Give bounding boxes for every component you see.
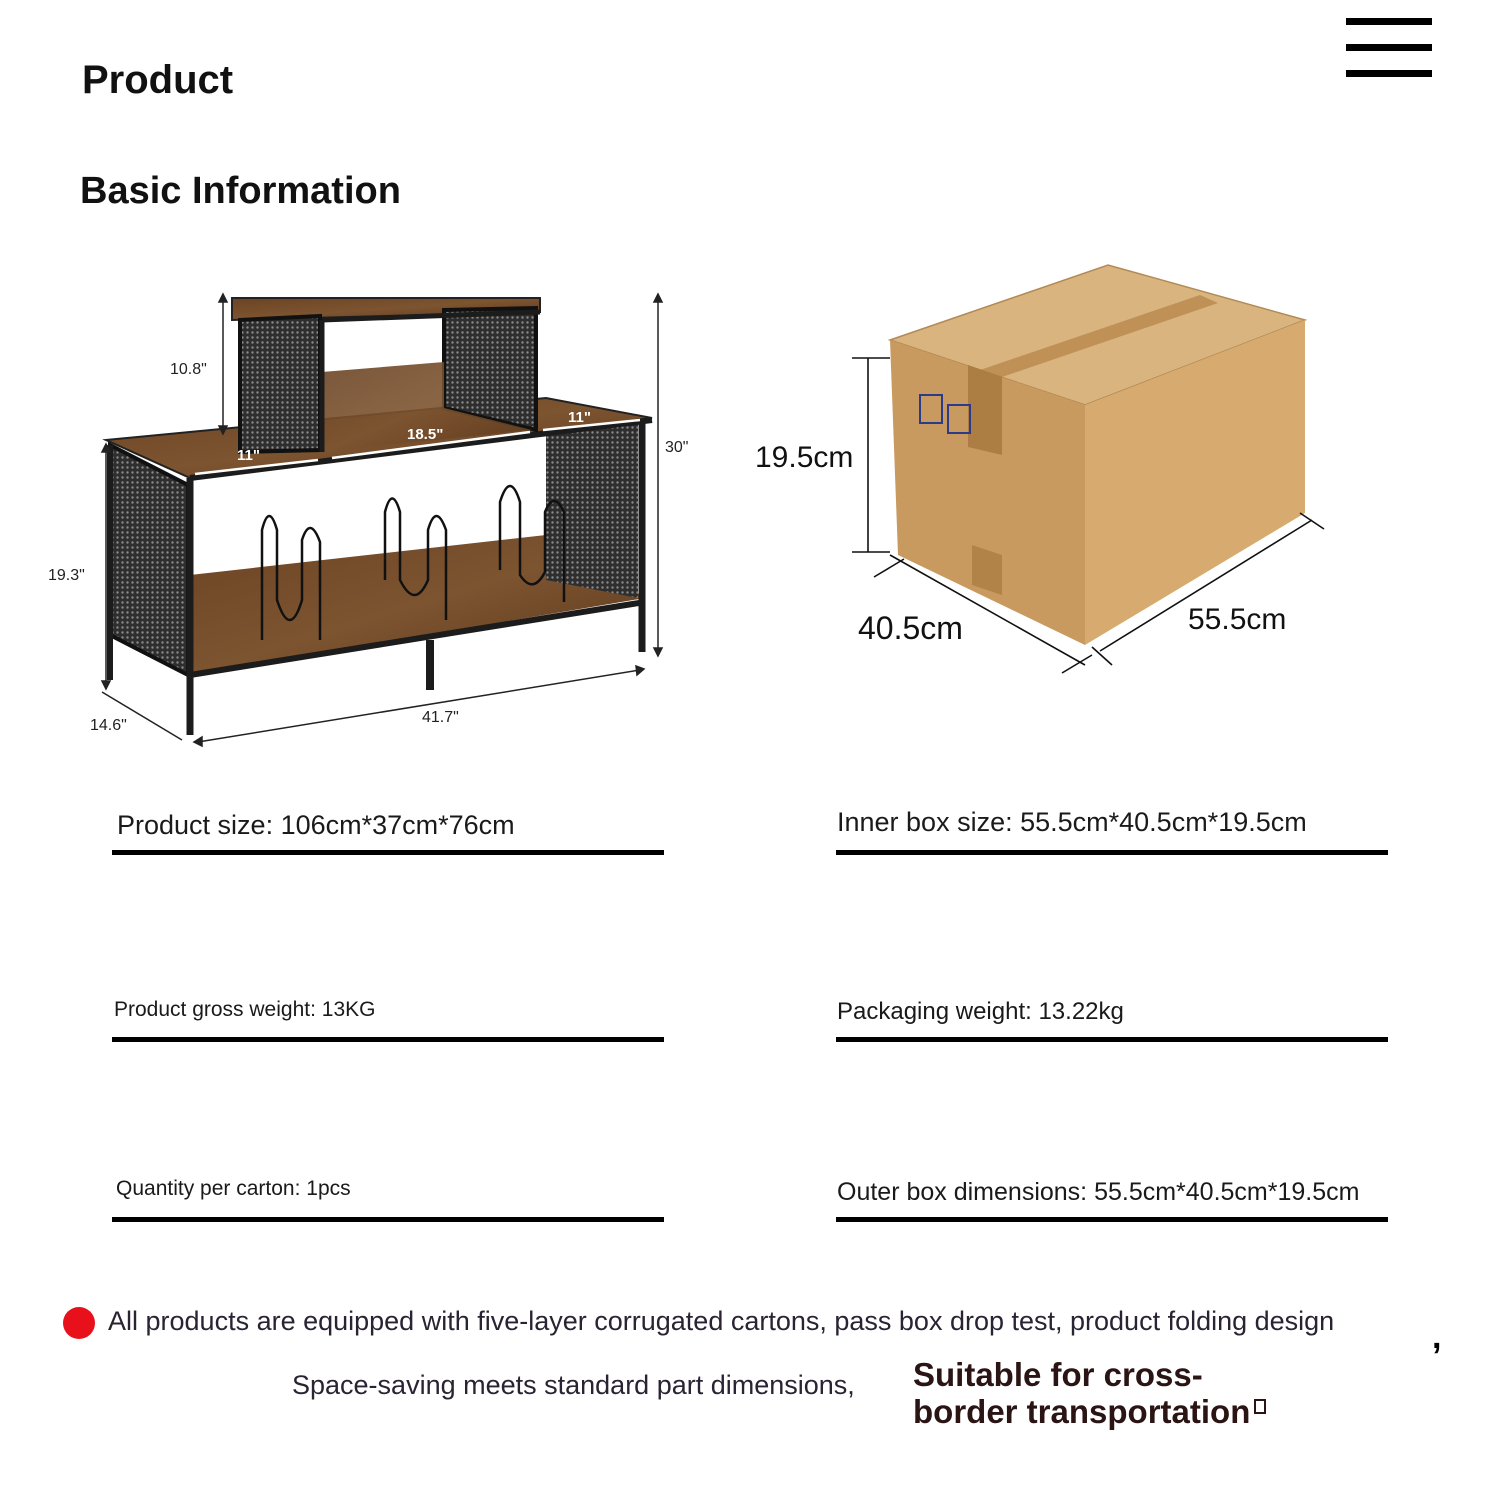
- small-square-icon: [1254, 1399, 1266, 1414]
- dim-total-height: 30": [665, 439, 689, 456]
- highlight-line-2-text: border transportation: [913, 1393, 1251, 1430]
- divider: [112, 850, 664, 855]
- section-title: Basic Information: [80, 170, 401, 212]
- highlight-line-2: [913, 1393, 1266, 1430]
- packaging-weight-text: Packaging weight: 13.22kg: [837, 998, 1124, 1025]
- box-width-label: 40.5cm: [858, 610, 963, 646]
- divider: [112, 1037, 664, 1042]
- dim-middle-width: 18.5": [407, 426, 444, 443]
- divider: [836, 1037, 1388, 1042]
- gross-weight-text: Product gross weight: 13KG: [114, 998, 376, 1021]
- product-size-row: [112, 780, 664, 855]
- divider: [836, 850, 1388, 855]
- highlight-line-1: Suitable for cross-: [913, 1356, 1203, 1393]
- inner-box-size-row: [836, 780, 1388, 855]
- dim-length: 41.7": [422, 709, 459, 726]
- outer-box-row: [836, 1150, 1388, 1222]
- note-line-1-end: ,: [1432, 1318, 1442, 1356]
- hamburger-menu-icon[interactable]: [1346, 18, 1432, 78]
- outer-box-text: Outer box dimensions: 55.5cm*40.5cm*19.5cm: [837, 1178, 1360, 1206]
- quantity-text: Quantity per carton: 1pcs: [116, 1177, 351, 1200]
- note-line-1: All products are equipped with five-layer corrugated cartons, pass box drop test, product folding design: [108, 1306, 1335, 1336]
- dim-left-width: 11": [237, 447, 260, 464]
- note-line-2: Space-saving meets standard part dimensions,: [292, 1370, 855, 1400]
- divider: [112, 1217, 664, 1222]
- carton-box-illustration: [740, 255, 1360, 685]
- box-height-label: 19.5cm: [755, 441, 854, 474]
- inner-box-size-text: Inner box size: 55.5cm*40.5cm*19.5cm: [837, 807, 1307, 837]
- product-size-text: Product size: 106cm*37cm*76cm: [117, 810, 515, 840]
- divider: [836, 1217, 1388, 1222]
- highlight-text: [913, 1356, 1266, 1430]
- box-length-label: 55.5cm: [1188, 603, 1287, 636]
- dim-bottom-height: 19.3": [48, 567, 85, 584]
- quantity-row: [112, 1150, 664, 1222]
- product-illustration: [40, 280, 720, 760]
- dim-depth: 14.6": [90, 717, 127, 734]
- red-bullet-icon: [63, 1307, 95, 1339]
- page-title: Product: [82, 58, 234, 102]
- packaging-weight-row: [836, 970, 1388, 1042]
- gross-weight-row: [112, 970, 664, 1042]
- dim-top-height: 10.8": [170, 361, 207, 378]
- dim-right-width: 11": [568, 409, 591, 426]
